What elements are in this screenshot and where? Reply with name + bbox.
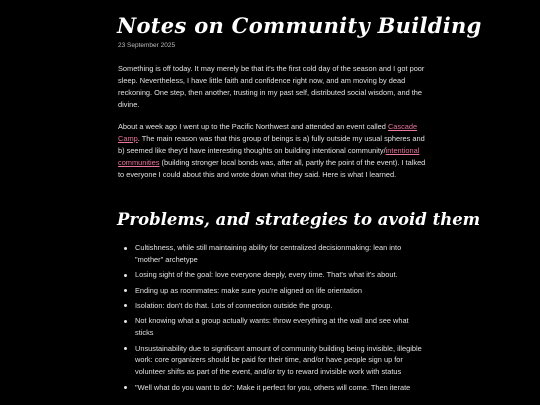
list-item: Ending up as roommates: make sure you're aligned on life orientation xyxy=(118,285,428,297)
list-item: "Well what do you want to do": Make it perfect for you, others will come. Then iterate xyxy=(118,382,428,394)
event-paragraph-text-3: (building stronger local bonds was, after all, partly the point of the event). I talked to everyone I could about this and wrote down what they said. Here is what I learned. xyxy=(118,158,426,179)
list-item: Cultishness, while still maintaining ability for centralized decisionmaking: lean into "mother" archetype xyxy=(118,242,428,266)
list-item: Not knowing what a group actually wants: throw everything at the wall and see what sticks xyxy=(118,315,428,339)
post-date: 23 September 2025 xyxy=(118,42,176,49)
list-item: Losing sight of the goal: love everyone deeply, every time. That's what it's about. xyxy=(118,269,428,281)
event-paragraph-text-1: About a week ago I went up to the Pacific Northwest and attended an event called xyxy=(118,122,388,131)
intro-paragraph: Something is off today. It may merely be that it's the first cold day of the season and I got poor sleep. Nevertheless, I have little faith and confidence right now, and am moving by dead reckoning. One step, then another, trusting in my past self, distributed social wisdom, and the divine. xyxy=(118,64,425,109)
event-paragraph-text-2: . The main reason was that this group of beings is a) fully outside my usual spheres and b) seemed like they'd have interesting thoughts on building intentional community/ xyxy=(118,134,425,155)
strategy-list xyxy=(118,242,428,397)
list-item: Isolation: don't do that. Lots of connection outside the group. xyxy=(118,300,428,312)
intentional-communities-link[interactable]: intentional communities xyxy=(118,146,420,167)
event-paragraph xyxy=(118,121,428,181)
page-title: Notes on Community Building xyxy=(117,13,482,38)
list-item: Unsustainability due to significant amount of community building being invisible, illegible work: core organizers should be paid for their time, and/or have people sign up for volunteer shifts as part of the event, and/or try to reward invisible work with status xyxy=(118,343,428,378)
section-heading: Problems, and strategies to avoid them xyxy=(117,210,481,229)
cascade-camp-link[interactable]: Cascade Camp xyxy=(118,122,418,143)
